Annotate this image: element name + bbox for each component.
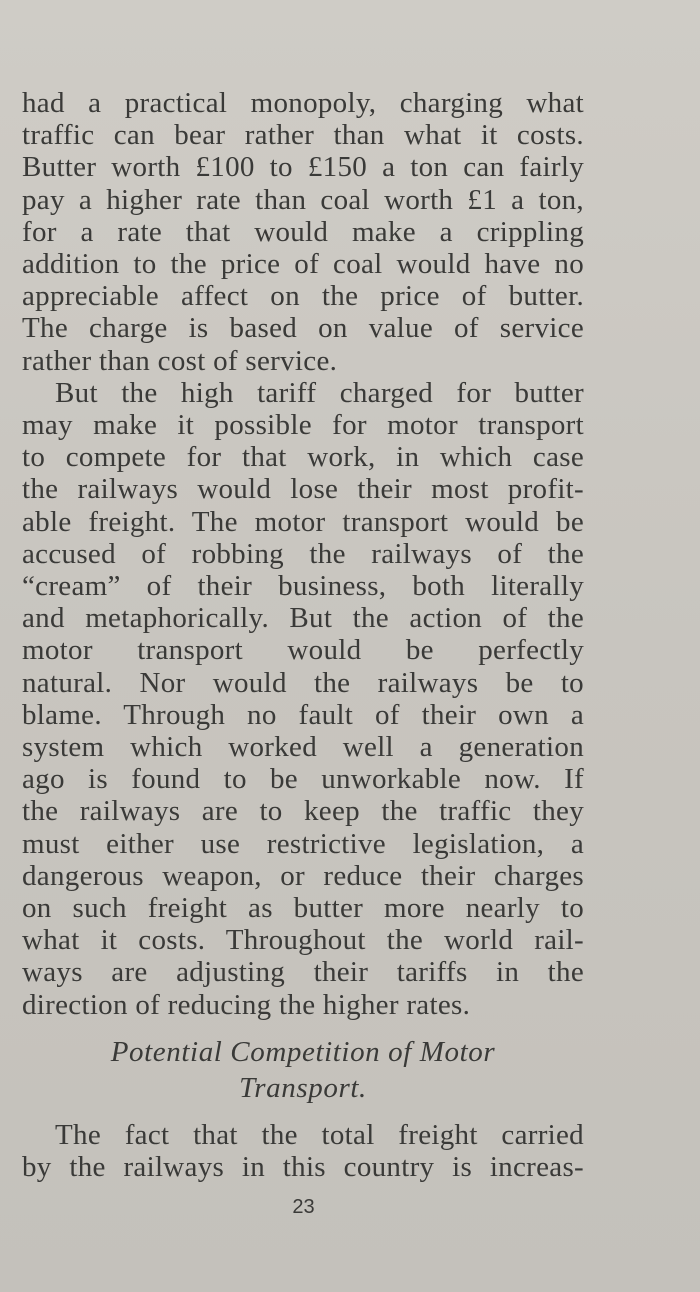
text-line: on such freight as butter more nearly to xyxy=(22,892,584,925)
text-line: appreciable affect on the price of butter. xyxy=(22,280,584,313)
text-line: dangerous weapon, or reduce their charges xyxy=(22,859,584,892)
text-line: addition to the price of coal would have no xyxy=(22,248,584,281)
text-line: the railways would lose their most profit- xyxy=(22,473,584,506)
text-line: natural. Nor would the railways be to xyxy=(22,666,584,699)
text-line: by the railways in this country is increas- xyxy=(22,1151,584,1184)
body-text xyxy=(22,87,584,1021)
text-line: and metaphorically. But the action of the xyxy=(22,602,584,635)
section-heading-continued: Transport. xyxy=(239,1072,367,1104)
text-line: for a rate that would make a crippling xyxy=(22,215,584,248)
text-line: to compete for that work, in which case xyxy=(22,441,584,474)
text-line: the railways are to keep the traffic they xyxy=(22,795,584,828)
text-line: accused of robbing the railways of the xyxy=(22,537,584,570)
text-line: able freight. The motor transport would be xyxy=(22,505,584,538)
text-line: must either use restrictive legislation, a xyxy=(22,827,584,860)
text-line: ago is found to be unworkable now. If xyxy=(22,763,584,796)
text-line: The charge is based on value of service xyxy=(22,312,584,345)
text-line: But the high tariff charged for butter xyxy=(55,376,584,409)
text-line: what it costs. Throughout the world rail- xyxy=(22,924,584,957)
text-line: motor transport would be perfectly xyxy=(22,634,584,667)
text-line: direction of reducing the higher rates. xyxy=(22,988,471,1021)
body-text-continued xyxy=(22,1119,584,1183)
text-line: “cream” of their business, both literally xyxy=(22,570,584,603)
text-line: pay a higher rate than coal worth £1 a ton, xyxy=(22,183,584,216)
section-heading: Potential Competition of Motor xyxy=(110,1036,496,1068)
text-line: blame. Through no fault of their own a xyxy=(22,698,584,731)
text-line: Butter worth £100 to £150 a ton can fairly xyxy=(22,151,584,184)
page-number: 23 xyxy=(292,1196,315,1218)
text-line: The fact that the total freight carried xyxy=(55,1119,584,1151)
text-line: traffic can bear rather than what it costs. xyxy=(22,119,584,152)
text-line: ways are adjusting their tariffs in the xyxy=(22,956,584,989)
text-line: system which worked well a generation xyxy=(22,731,584,764)
text-line: rather than cost of service. xyxy=(22,344,338,377)
text-line: may make it possible for motor transport xyxy=(22,409,584,442)
text-line: had a practical monopoly, charging what xyxy=(22,87,584,119)
